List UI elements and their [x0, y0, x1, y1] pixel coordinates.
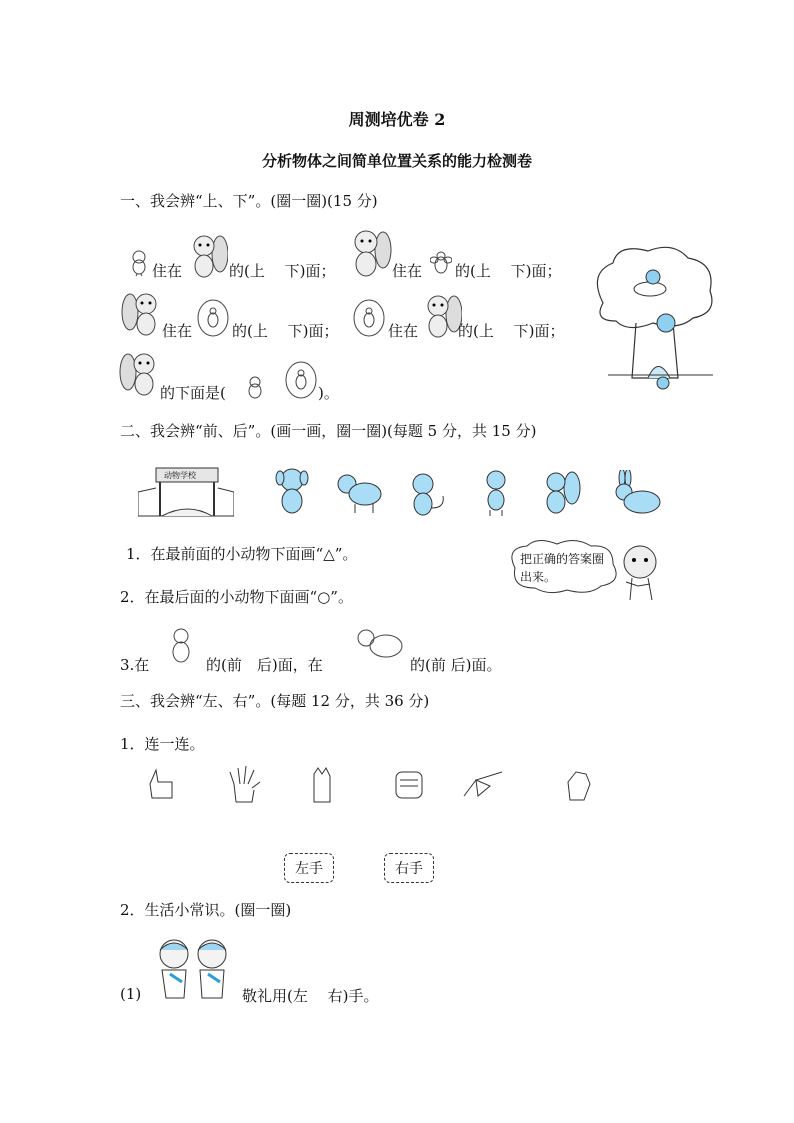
section-2-q1: 1．在最前面的小动物下面画“△”。 [126, 545, 358, 563]
squirrel-blue-icon [538, 466, 582, 516]
rabbit-icon [606, 470, 664, 516]
section-3-q2-1-number: (1) [120, 985, 142, 1003]
squirrel-icon [186, 232, 228, 280]
squirrel-icon [346, 228, 392, 278]
section-3-q1: 1．连一连。 [120, 735, 205, 753]
bird-icon [244, 374, 266, 400]
sheep-icon [354, 626, 406, 664]
cat-icon [405, 468, 449, 516]
deer-icon [476, 466, 516, 516]
raised-hand-icon [308, 764, 336, 804]
puppy-icon [272, 466, 312, 516]
row2-text-c: 住在 [388, 322, 419, 340]
section-2-heading: 二、我会辨“前、后”。(画一画，圈一圈)(每题 5 分，共 15 分) [120, 422, 537, 440]
section-2-q3-c: 的(前 后)面。 [410, 656, 502, 674]
thumbs-up-hand-icon [146, 766, 178, 802]
section-3-q2: 2．生活小常识。(圈一圈) [120, 901, 292, 919]
open-hand-icon [226, 764, 264, 804]
section-1-heading: 一、我会辨“上、下”。(圈一圈)(15 分) [120, 192, 378, 210]
row3-text-a: 的下面是( [160, 384, 226, 402]
bee-icon [430, 250, 452, 276]
row2-text-a: 住在 [162, 322, 193, 340]
right-hand-label-box[interactable]: 右手 [384, 853, 434, 883]
section-2-q3-b: 的(前 后)面，在 [206, 656, 323, 674]
tree-illustration [588, 243, 718, 403]
squirrel-icon [120, 290, 162, 338]
pointing-hand-icon [462, 768, 506, 800]
squirrel-icon [118, 350, 160, 398]
mascot-icon [620, 540, 664, 606]
page-subtitle: 分析物体之间简单位置关系的能力检测卷 [261, 152, 532, 170]
section-2-q3-a: 3.在 [120, 656, 150, 674]
row1-text-b: 的(上 下)面； [229, 262, 336, 280]
row3-text-b: )。 [318, 384, 339, 402]
bee-in-circle-icon [352, 298, 386, 338]
bee-in-circle-icon [284, 360, 318, 400]
bee-in-circle-icon [196, 298, 230, 338]
grasping-hand-icon [562, 766, 596, 802]
deer-icon [164, 626, 198, 666]
row2-text-b: 的(上 下)面； [232, 322, 339, 340]
section-2-q2: 2．在最后面的小动物下面画“○”。 [120, 588, 353, 606]
section-3-q2-1-text: 敬礼用(左 右)手。 [242, 987, 379, 1005]
row1-text-d: 的(上 下)面； [455, 262, 562, 280]
squirrel-icon [420, 292, 462, 338]
fist-icon [392, 766, 426, 802]
bird-icon [128, 248, 150, 276]
row1-text-a: 住在 [152, 262, 183, 280]
sheep-icon [335, 470, 385, 514]
left-hand-label-box[interactable]: 左手 [284, 853, 334, 883]
speech-bubble-text: 把正确的答案圈出来。 [520, 552, 605, 584]
section-3-heading: 三、我会辨“左、右”。(每题 12 分，共 36 分) [120, 692, 430, 710]
row1-text-c: 住在 [392, 262, 423, 280]
gate-sign-text: 动物学校 [164, 471, 196, 480]
page-title: 周测培优卷 2 [348, 110, 446, 129]
children-saluting-illustration [152, 934, 238, 1000]
row2-text-d: 的(上 下)面； [458, 322, 565, 340]
